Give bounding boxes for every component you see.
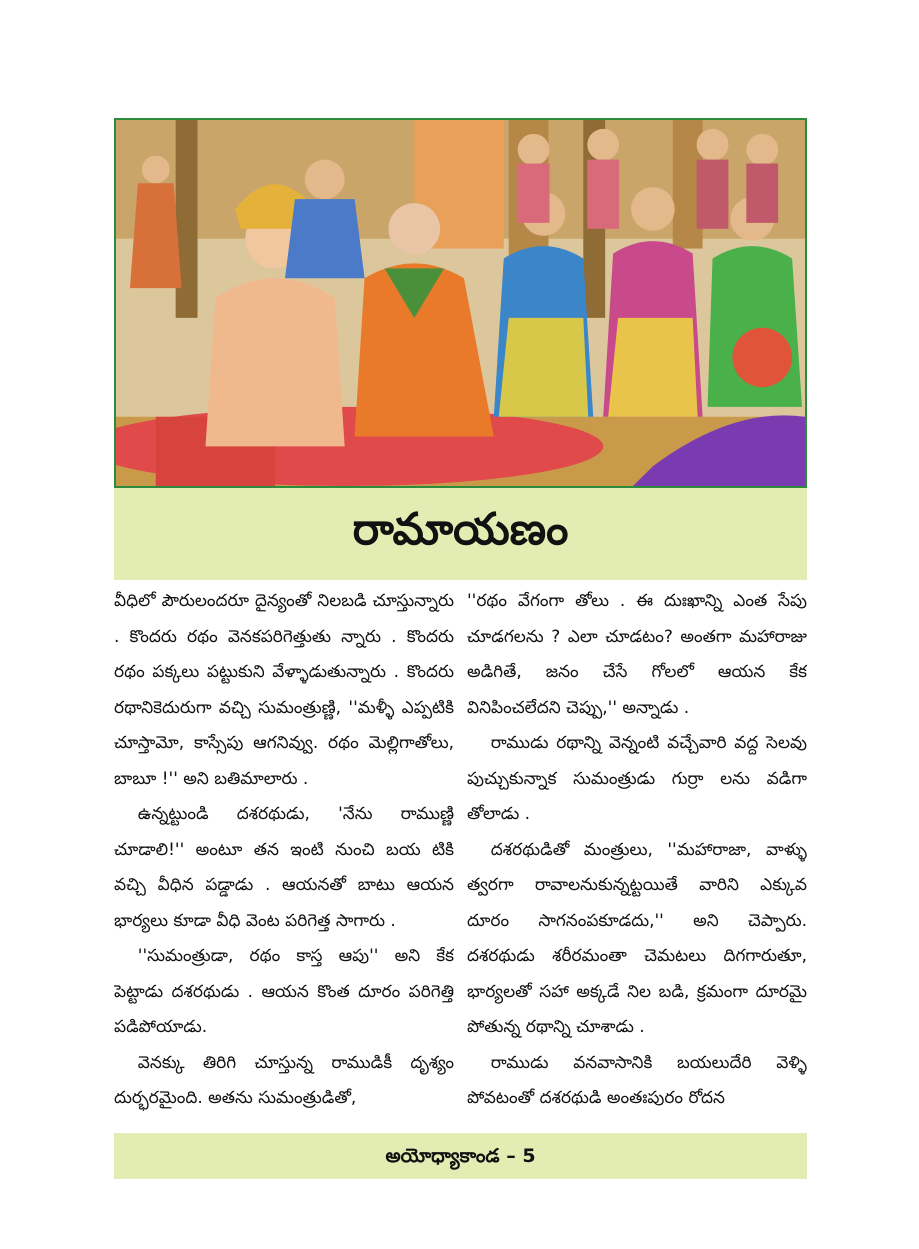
paragraph: రాముడు వనవాసానికి బయలుదేరి వెళ్ళి పోవటంతో దశరథుడి అంతఃపురం రోదన	[467, 1052, 807, 1108]
royal-court-illustration	[114, 118, 807, 488]
paragraph: ''సుమంత్రుడా, రథం కాస్త ఆపు'' అని కేక పెట్టాడు దశరథుడు . ఆయన కొంత దూరం పరిగెత్తి పడిపోయాడు.	[114, 946, 454, 1037]
left-column	[114, 584, 454, 1129]
page-title: రామాయణం	[352, 504, 569, 555]
paragraph: రాముడు రథాన్ని వెన్నంటి వచ్చేవారి వద్ద సెలవు పుచ్చుకున్నాక సుమంత్రుడు గుర్రా లను వడిగా తోలాడు .	[467, 733, 807, 824]
title-band	[114, 488, 807, 580]
paragraph: ''రథం వేగంగా తోలు . ఈ దుఃఖాన్ని ఎంత సేపు చూడగలను ? ఎలా చూడటం? అంతగా మహారాజు అడిగితే, జనం చేసే గోలలో ఆయన కేక వినిపించలేదని చెప్పు,'' అన్నాడు .	[467, 591, 807, 718]
footer-band	[114, 1133, 807, 1179]
paragraph: ఉన్నట్టుండి దశరథుడు, 'నేను రాముణ్ణి చూడాలి!'' అంటూ తన ఇంటి నుంచి బయ టికి వచ్చి వీధిన పడ్డాడు . ఆయనతో బాటు ఆయన భార్యలు కూడా వీధి వెంట పరిగెత్త సాగారు .	[114, 804, 454, 931]
section-page-label: అయోధ్యాకాండ – 5	[385, 1145, 536, 1167]
paragraph: వెనక్కు తిరిగి చూస్తున్న రాముడికీ దృశ్యం దుర్భరమైంది. అతను సుమంత్రుడితో,	[114, 1052, 454, 1108]
story-text	[114, 584, 807, 1129]
paragraph: దశరథుడితో మంత్రులు, ''మహారాజా, వాళ్ళు త్వరగా రావాలనుకున్నట్టయితే వారిని ఎక్కువ దూరం సాగనంపకూడదు,'' అని చెప్పారు. దశరథుడు శరీరమంతా చెమటలు దిగగారుతూ, భార్యలతో సహా అక్కడే నిల బడి, క్రమంగా దూరమై పోతున్న రథాన్ని చూశాడు .	[467, 839, 807, 1037]
court-scene-drawing	[116, 120, 805, 486]
paragraph: వీధిలో పౌరులందరూ దైన్యంతో నిలబడి చూస్తున్నారు . కొందరు రథం వెనకపరిగెత్తుతు న్నారు . కొందరు రథం పక్కలు పట్టుకుని వేళ్ళాడుతున్నారు . కొందరు రథానికెదురుగా వచ్చి సుమంత్రుణ్ణి, ''మళ్ళీ ఎప్పటికి చూస్తామో, కాస్సేపు ఆగనివ్వు. రథం మెల్లిగాతోలు, బాబూ !'' అని బతిమాలారు .	[114, 591, 454, 789]
right-column	[467, 584, 807, 1129]
